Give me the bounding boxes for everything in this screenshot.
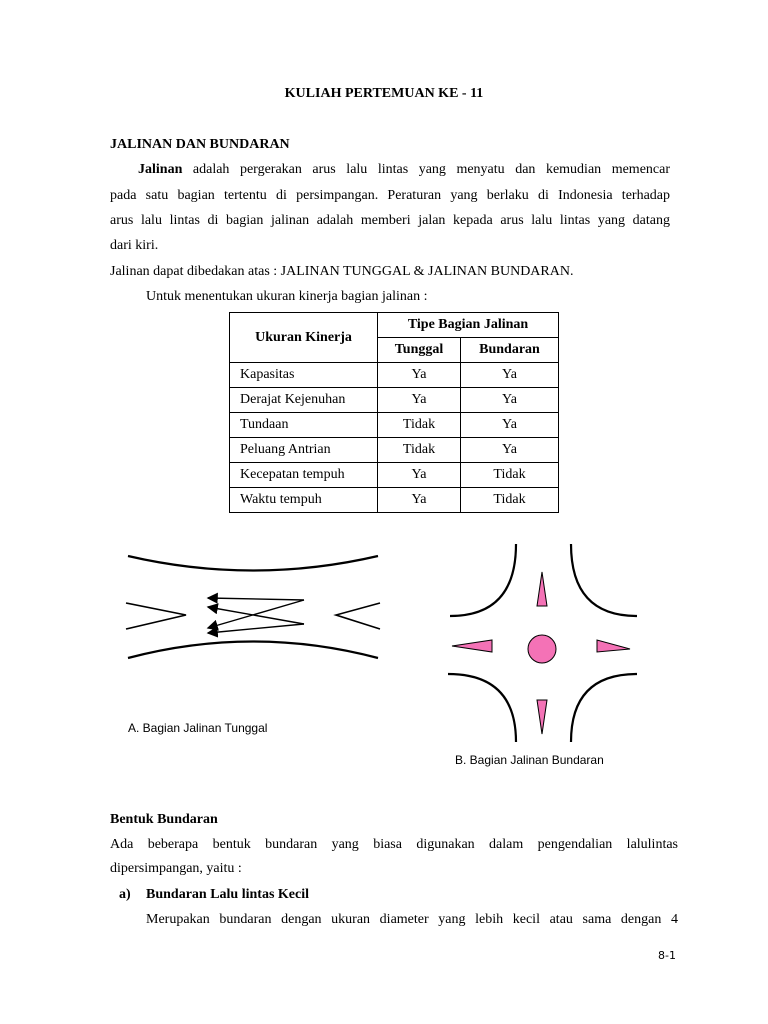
- table-row: [230, 363, 559, 388]
- table-row: [230, 488, 559, 513]
- cell-tunggal: Tidak: [378, 413, 461, 438]
- table-row: [230, 463, 559, 488]
- cell-tunggal: Ya: [378, 463, 461, 488]
- jalinan-types-line: Jalinan dapat dibedakan atas : JALINAN TUNGGAL & JALINAN BUNDARAN.: [110, 264, 574, 279]
- cell-kinerja: Kecepatan tempuh: [230, 463, 378, 488]
- table-row: [230, 438, 559, 463]
- figure-caption-b: B. Bagian Jalinan Bundaran: [455, 753, 604, 767]
- corner-curb-bottom-right: [571, 674, 637, 742]
- figure-caption-a: A. Bagian Jalinan Tunggal: [128, 721, 268, 735]
- corner-curb-bottom-left: [448, 674, 516, 742]
- paragraph-text: adalah pergerakan arus lalu lintas yang menyatu dan kemudian memencar: [182, 162, 670, 177]
- upper-road-edge: [128, 556, 378, 571]
- cell-kinerja: Kapasitas: [230, 363, 378, 388]
- corner-curb-top-left: [450, 544, 516, 616]
- measure-intro-line: Untuk menentukan ukuran kinerja bagian jalinan :: [146, 289, 428, 304]
- list-marker-a: a): [119, 887, 131, 902]
- cell-kinerja: Derajat Kejenuhan: [230, 388, 378, 413]
- central-island: [528, 635, 556, 663]
- term-jalinan: Jalinan: [138, 162, 183, 177]
- left-wedge: [126, 603, 186, 629]
- cell-bundaran: Tidak: [461, 463, 559, 488]
- weave-arrow: [208, 598, 304, 600]
- performance-table: [229, 312, 559, 513]
- header-bundaran: Bundaran: [461, 338, 559, 363]
- splitter-island-south: [537, 700, 547, 734]
- cell-tunggal: Ya: [378, 388, 461, 413]
- table-row: [230, 388, 559, 413]
- cell-bundaran: Ya: [461, 388, 559, 413]
- page-title: KULIAH PERTEMUAN KE - 11: [284, 86, 484, 101]
- lower-road-edge: [128, 642, 378, 659]
- table-row: [230, 413, 559, 438]
- weave-arrow: [208, 600, 304, 628]
- cell-bundaran: Ya: [461, 438, 559, 463]
- figure-jalinan-tunggal: [118, 540, 388, 670]
- cell-bundaran: Ya: [461, 363, 559, 388]
- paragraph-line: dari kiri.: [110, 238, 159, 253]
- header-tipe-bagian: Tipe Bagian Jalinan: [378, 313, 559, 338]
- cell-tunggal: Ya: [378, 488, 461, 513]
- cell-kinerja: Waktu tempuh: [230, 488, 378, 513]
- paragraph-line: Ada beberapa bentuk bundaran yang biasa digunakan dalam pengendalian lalulintas: [110, 837, 678, 852]
- paragraph-line: arus lalu lintas di bagian jalinan adalah memberi jalan kepada arus lalu lintas yang datang: [110, 213, 670, 228]
- list-item-text: Merupakan bundaran dengan ukuran diameter yang lebih kecil atau sama dengan 4: [146, 912, 678, 927]
- section-heading-jalinan: JALINAN DAN BUNDARAN: [110, 137, 290, 152]
- splitter-island-west: [452, 640, 492, 652]
- page-number: 8-1: [658, 949, 676, 962]
- cell-bundaran: Tidak: [461, 488, 559, 513]
- header-ukuran-kinerja: Ukuran Kinerja: [230, 313, 378, 363]
- weave-arrow: [208, 624, 304, 633]
- paragraph-line: pada satu bagian tertentu di persimpangan. Peraturan yang berlaku di Indonesia terhadap: [110, 188, 670, 203]
- list-item-title: Bundaran Lalu lintas Kecil: [146, 887, 309, 902]
- cell-tunggal: Tidak: [378, 438, 461, 463]
- cell-tunggal: Ya: [378, 363, 461, 388]
- splitter-island-east: [597, 640, 630, 652]
- cell-kinerja: Peluang Antrian: [230, 438, 378, 463]
- corner-curb-top-right: [571, 544, 637, 616]
- section-heading-bentuk: Bentuk Bundaran: [110, 812, 218, 827]
- cell-bundaran: Ya: [461, 413, 559, 438]
- header-tunggal: Tunggal: [378, 338, 461, 363]
- figure-jalinan-bundaran: [440, 538, 640, 748]
- splitter-island-north: [537, 572, 547, 606]
- right-wedge: [336, 603, 380, 629]
- weave-arrow: [208, 607, 304, 624]
- cell-kinerja: Tundaan: [230, 413, 378, 438]
- paragraph-line: dipersimpangan, yaitu :: [110, 861, 242, 876]
- paragraph-line: [110, 162, 670, 178]
